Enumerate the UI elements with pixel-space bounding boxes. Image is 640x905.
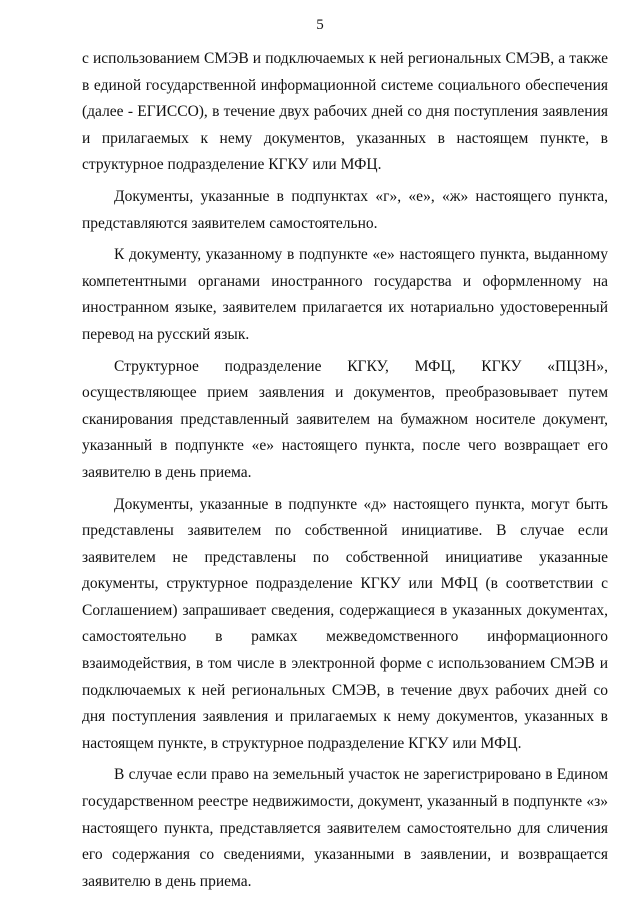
paragraph: В случае если право на земельный участок не зарегистрировано в Едином государственном реестре недвижимости, документ, указанный в подпункте «з» настоящего пункта, представляется заявителем самостоятельно для сличения его содержания со сведениями, указанными в заявлении, и возвращается заявителю в день приема. xyxy=(82,766,608,890)
page-number: 5 xyxy=(316,17,324,33)
paragraph: К документу, указанному в подпункте «е» настоящего пункта, выданному компетентными органами иностранного государства и оформленному на иностранном языке, заявителем прилагается их нотариально удостоверенный перевод на русский язык. xyxy=(82,246,608,343)
document-body xyxy=(82,46,608,895)
paragraph-continuation: с использованием СМЭВ и подключаемых к ней региональных СМЭВ, а также в единой государственной информационной системе социального обеспечения (далее - ЕГИССО), в течение двух рабочих дней со дня поступления заявления и прилагаемых к нему документов, указанных в настоящем пункте, в структурное подразделение КГКУ или МФЦ. xyxy=(82,50,608,174)
paragraph: Документы, указанные в подпунктах «г», «е», «ж» настоящего пункта, представляются заявителем самостоятельно. xyxy=(82,187,608,232)
paragraph: Документы, указанные в подпункте «д» настоящего пункта, могут быть представлены заявителем по собственной инициативе. В случае если заявителем не представлены по собственной инициативе указанные документы, структурное подразделение КГКУ или МФЦ (в соответствии с Соглашением) запрашивает сведения, содержащиеся в указанных документах, самостоятельно в рамках межведомственного информационного взаимодействия, в том числе в электронной форме с использованием СМЭВ и подключаемых к ней региональных СМЭВ, в течение двух рабочих дней со дня поступления заявления и прилагаемых к нему документов, указанных в настоящем пункте, в структурное подразделение КГКУ или МФЦ. xyxy=(82,495,608,752)
paragraph: Структурное подразделение КГКУ, МФЦ, КГКУ «ПЦЗН», осуществляющее прием заявления и документов, преобразовывает путем сканирования представленный заявителем на бумажном носителе документ, указанный в подпункте «е» настоящего пункта, после чего возвращает его заявителю в день приема. xyxy=(82,357,608,481)
